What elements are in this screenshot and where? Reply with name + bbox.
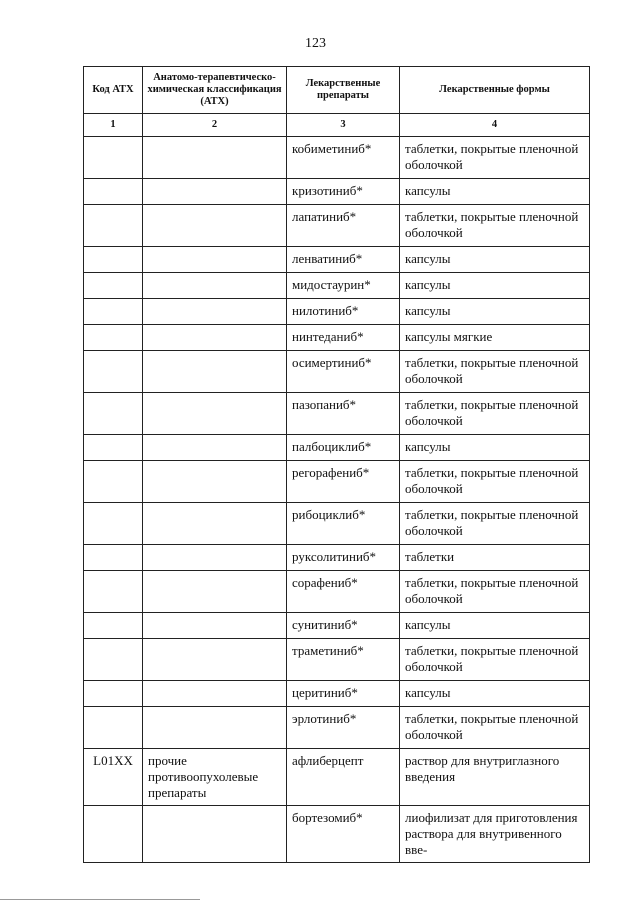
column-number-3: 3 bbox=[287, 114, 400, 137]
table-row bbox=[84, 806, 590, 863]
drug-form-cell: капсулы bbox=[400, 299, 590, 325]
drug-form-cell: капсулы bbox=[400, 273, 590, 299]
table-row bbox=[84, 461, 590, 503]
drug-form-cell: таблетки, покрытые пленочной оболочкой bbox=[400, 205, 590, 247]
atx-class-cell bbox=[143, 137, 287, 179]
drug-name-cell: пазопаниб* bbox=[287, 393, 400, 435]
column-number-2: 2 bbox=[143, 114, 287, 137]
drug-name-cell: эрлотиниб* bbox=[287, 707, 400, 749]
drug-form-cell: раствор для внутриглазного введения bbox=[400, 749, 590, 806]
drug-name-cell: афлиберцепт bbox=[287, 749, 400, 806]
atx-class-cell bbox=[143, 325, 287, 351]
bottom-rule bbox=[0, 899, 200, 900]
atx-class-cell bbox=[143, 681, 287, 707]
table-row bbox=[84, 273, 590, 299]
table-row bbox=[84, 205, 590, 247]
drug-name-cell: кобиметиниб* bbox=[287, 137, 400, 179]
table-row bbox=[84, 325, 590, 351]
header-classification: Анатомо-терапевтическо-химическая классификация (АТХ) bbox=[143, 67, 287, 114]
atx-code-cell bbox=[84, 707, 143, 749]
atx-code-cell bbox=[84, 639, 143, 681]
drug-name-cell: кризотиниб* bbox=[287, 179, 400, 205]
atx-class-cell bbox=[143, 461, 287, 503]
drug-name-cell: осимертиниб* bbox=[287, 351, 400, 393]
atx-class-cell bbox=[143, 205, 287, 247]
atx-code-cell: L01XX bbox=[84, 749, 143, 806]
atx-code-cell bbox=[84, 325, 143, 351]
drug-name-cell: палбоциклиб* bbox=[287, 435, 400, 461]
atx-class-cell bbox=[143, 707, 287, 749]
atx-drug-table bbox=[83, 66, 590, 863]
table-row bbox=[84, 179, 590, 205]
drug-name-cell: нилотиниб* bbox=[287, 299, 400, 325]
table-row bbox=[84, 247, 590, 273]
table-row bbox=[84, 613, 590, 639]
drug-name-cell: сорафениб* bbox=[287, 571, 400, 613]
atx-class-cell bbox=[143, 806, 287, 863]
atx-class-cell bbox=[143, 351, 287, 393]
drug-form-cell: капсулы bbox=[400, 613, 590, 639]
page-number: 123 bbox=[305, 36, 326, 51]
drug-form-cell: таблетки, покрытые пленочной оболочкой bbox=[400, 571, 590, 613]
atx-class-cell bbox=[143, 179, 287, 205]
atx-class-cell bbox=[143, 273, 287, 299]
drug-form-cell: таблетки bbox=[400, 545, 590, 571]
header-drugs: Лекарственные препараты bbox=[287, 67, 400, 114]
drug-name-cell: руксолитиниб* bbox=[287, 545, 400, 571]
atx-code-cell bbox=[84, 545, 143, 571]
drug-name-cell: траметиниб* bbox=[287, 639, 400, 681]
atx-class-cell bbox=[143, 299, 287, 325]
drug-name-cell: мидостаурин* bbox=[287, 273, 400, 299]
atx-code-cell bbox=[84, 503, 143, 545]
header-row bbox=[84, 67, 590, 114]
atx-code-cell bbox=[84, 179, 143, 205]
atx-code-cell bbox=[84, 205, 143, 247]
drug-name-cell: рибоциклиб* bbox=[287, 503, 400, 545]
drug-form-cell: таблетки, покрытые пленочной оболочкой bbox=[400, 503, 590, 545]
atx-code-cell bbox=[84, 681, 143, 707]
atx-code-cell bbox=[84, 273, 143, 299]
table-row bbox=[84, 503, 590, 545]
drug-form-cell: капсулы bbox=[400, 179, 590, 205]
atx-class-cell bbox=[143, 639, 287, 681]
drug-form-cell: таблетки, покрытые пленочной оболочкой bbox=[400, 351, 590, 393]
table-row bbox=[84, 571, 590, 613]
atx-code-cell bbox=[84, 393, 143, 435]
table-row bbox=[84, 137, 590, 179]
table-row bbox=[84, 749, 590, 806]
drug-form-cell: лиофилизат для приготовления раствора для внутривенного вве- bbox=[400, 806, 590, 863]
drug-name-cell: регорафениб* bbox=[287, 461, 400, 503]
drug-form-cell: таблетки, покрытые пленочной оболочкой bbox=[400, 707, 590, 749]
drug-form-cell: таблетки, покрытые пленочной оболочкой bbox=[400, 461, 590, 503]
atx-code-cell bbox=[84, 137, 143, 179]
table-row bbox=[84, 681, 590, 707]
atx-code-cell bbox=[84, 613, 143, 639]
table-row bbox=[84, 351, 590, 393]
column-number-4: 4 bbox=[400, 114, 590, 137]
atx-code-cell bbox=[84, 571, 143, 613]
column-number-1: 1 bbox=[84, 114, 143, 137]
atx-class-cell bbox=[143, 545, 287, 571]
header-forms: Лекарственные формы bbox=[400, 67, 590, 114]
atx-class-cell bbox=[143, 247, 287, 273]
drug-form-cell: капсулы bbox=[400, 435, 590, 461]
atx-class-cell bbox=[143, 393, 287, 435]
table-row bbox=[84, 299, 590, 325]
column-number-row bbox=[84, 114, 590, 137]
table-row bbox=[84, 707, 590, 749]
atx-code-cell bbox=[84, 461, 143, 503]
atx-code-cell bbox=[84, 435, 143, 461]
drug-name-cell: бортезомиб* bbox=[287, 806, 400, 863]
drug-form-cell: таблетки, покрытые пленочной оболочкой bbox=[400, 393, 590, 435]
drug-name-cell: церитиниб* bbox=[287, 681, 400, 707]
atx-code-cell bbox=[84, 299, 143, 325]
table-row bbox=[84, 545, 590, 571]
table-row bbox=[84, 435, 590, 461]
header-code: Код АТХ bbox=[84, 67, 143, 114]
drug-name-cell: нинтеданиб* bbox=[287, 325, 400, 351]
atx-class-cell bbox=[143, 613, 287, 639]
atx-class-cell bbox=[143, 503, 287, 545]
atx-code-cell bbox=[84, 351, 143, 393]
drug-name-cell: ленватиниб* bbox=[287, 247, 400, 273]
drug-name-cell: сунитиниб* bbox=[287, 613, 400, 639]
atx-class-cell bbox=[143, 435, 287, 461]
atx-code-cell bbox=[84, 247, 143, 273]
table-row bbox=[84, 393, 590, 435]
drug-form-cell: капсулы bbox=[400, 681, 590, 707]
atx-class-cell bbox=[143, 571, 287, 613]
drug-form-cell: капсулы мягкие bbox=[400, 325, 590, 351]
table-row bbox=[84, 639, 590, 681]
atx-code-cell bbox=[84, 806, 143, 863]
atx-class-cell: прочие противоопухолевые препараты bbox=[143, 749, 287, 806]
drug-name-cell: лапатиниб* bbox=[287, 205, 400, 247]
drug-form-cell: таблетки, покрытые пленочной оболочкой bbox=[400, 639, 590, 681]
drug-form-cell: капсулы bbox=[400, 247, 590, 273]
drug-form-cell: таблетки, покрытые пленочной оболочкой bbox=[400, 137, 590, 179]
